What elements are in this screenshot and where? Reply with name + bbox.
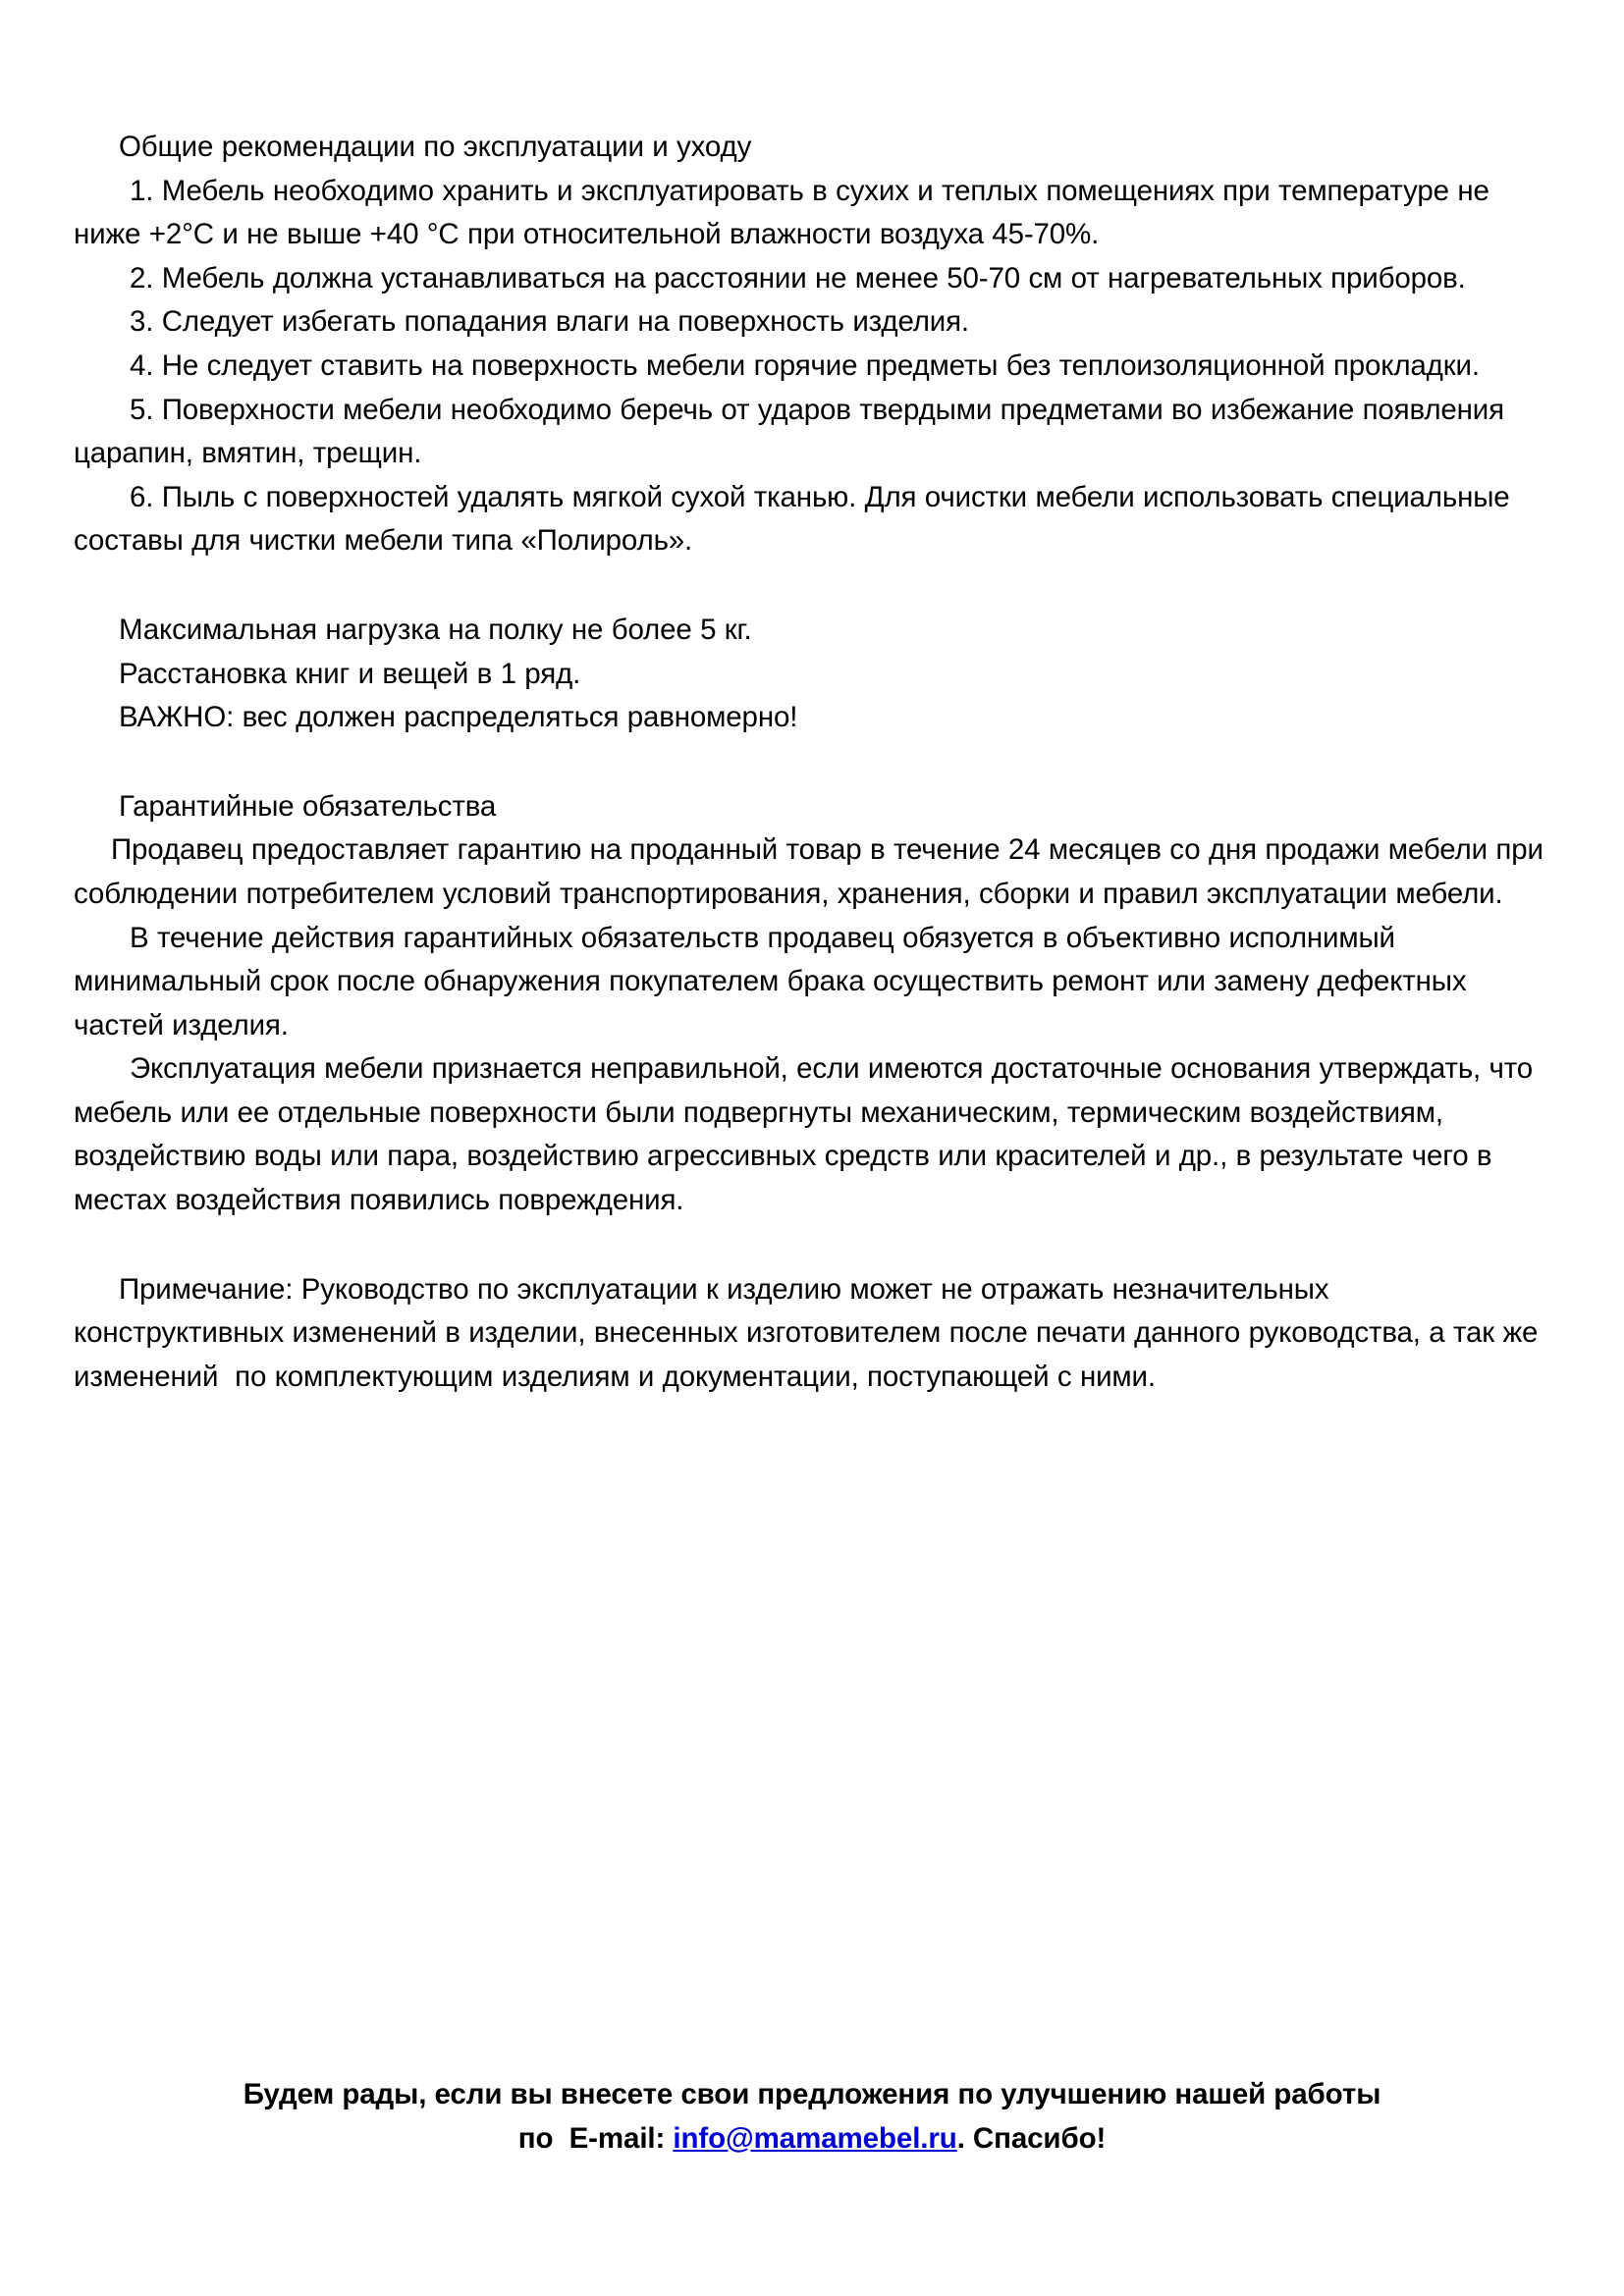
warranty-paragraph-1: Продавец предоставляет гарантию на проданный товар в течение 24 месяцев со дня продажи мебели при соблюдении потребителем условий транспортирования, хранения, сборки и правил эксплуатации мебели. (74, 833, 1560, 910)
warranty-paragraph-2: В течение действия гарантийных обязательств продавец обязуется в объективно исполнимый минимальный срок после обнаружения покупателем брака осуществить ремонт или замену дефектных частей изделия. (74, 921, 1475, 1041)
footer-email-suffix: . Спасибо! (956, 2121, 1107, 2155)
load-line-3: ВАЖНО: вес должен распределяться равномерно! (119, 701, 798, 734)
care-heading: Общие рекомендации по эксплуатации и уходу (119, 131, 752, 163)
note-section (74, 1268, 1546, 1400)
care-section (74, 126, 1546, 563)
care-item-2: 2. Мебель должна устанавливаться на расстоянии не менее 50-70 см от нагревательных приборов. (130, 261, 1466, 294)
load-line-2: Расстановка книг и вещей в 1 ряд. (119, 657, 581, 690)
note-paragraph: Примечание: Руководство по эксплуатации к изделию может не отражать незначительных конструктивных изменений в изделии, внесенных изготовителем после печати данного руководства, а так же изменений по комплектующим изделиям и документации, поступающей с ними. (74, 1272, 1546, 1393)
footer-line-1: Будем рады, если вы внесете свои предложения по улучшению нашей работы (243, 2078, 1381, 2110)
care-item-4: 4. Не следует ставить на поверхность мебели горячие предметы без теплоизоляционной прокладки. (130, 348, 1480, 382)
document-footer (0, 2073, 1624, 2161)
care-item-5: 5. Поверхности мебели необходимо беречь от ударов твердыми предметами во избежание появления царапин, вмятин, трещин. (74, 393, 1513, 470)
warranty-paragraph-3: Эксплуатация мебели признается неправильной, если имеются достаточные основания утверждать, что мебель или ее отдельные поверхности были подвергнуты механическим, термическим воздействиям, воздействию воды или пара, воздействию агрессивных средств или красителей и др., в результате чего в местах воздействия появились повреждения. (74, 1052, 1542, 1217)
footer-email-prefix: по E-mail: (517, 2121, 674, 2155)
spacer-after-warranty (74, 1223, 1546, 1268)
spacer-after-load (74, 740, 1546, 785)
footer-line-2 (0, 2117, 1624, 2162)
care-item-1: 1. Мебель необходимо хранить и эксплуатировать в сухих и теплых помещениях при температуре не ниже +2°С и не выше +40 °С при относительной влажности воздуха 45-70%. (74, 174, 1498, 251)
spacer-after-care (74, 563, 1546, 609)
warranty-section (74, 785, 1560, 1223)
care-item-3: 3. Следует избегать попадания влаги на поверхность изделия. (130, 305, 969, 339)
document-body (74, 126, 1560, 1399)
email-link[interactable]: info@mamamebel.ru (673, 2121, 957, 2155)
care-item-6: 6. Пыль с поверхностей удалять мягкой сухой тканью. Для очистки мебели использовать специальные составы для чистки мебели типа «Полироль». (74, 480, 1518, 558)
load-section (74, 609, 1546, 740)
warranty-heading: Гарантийные обязательства (119, 789, 497, 823)
load-line-1: Максимальная нагрузка на полку не более 5 кг. (119, 613, 752, 646)
